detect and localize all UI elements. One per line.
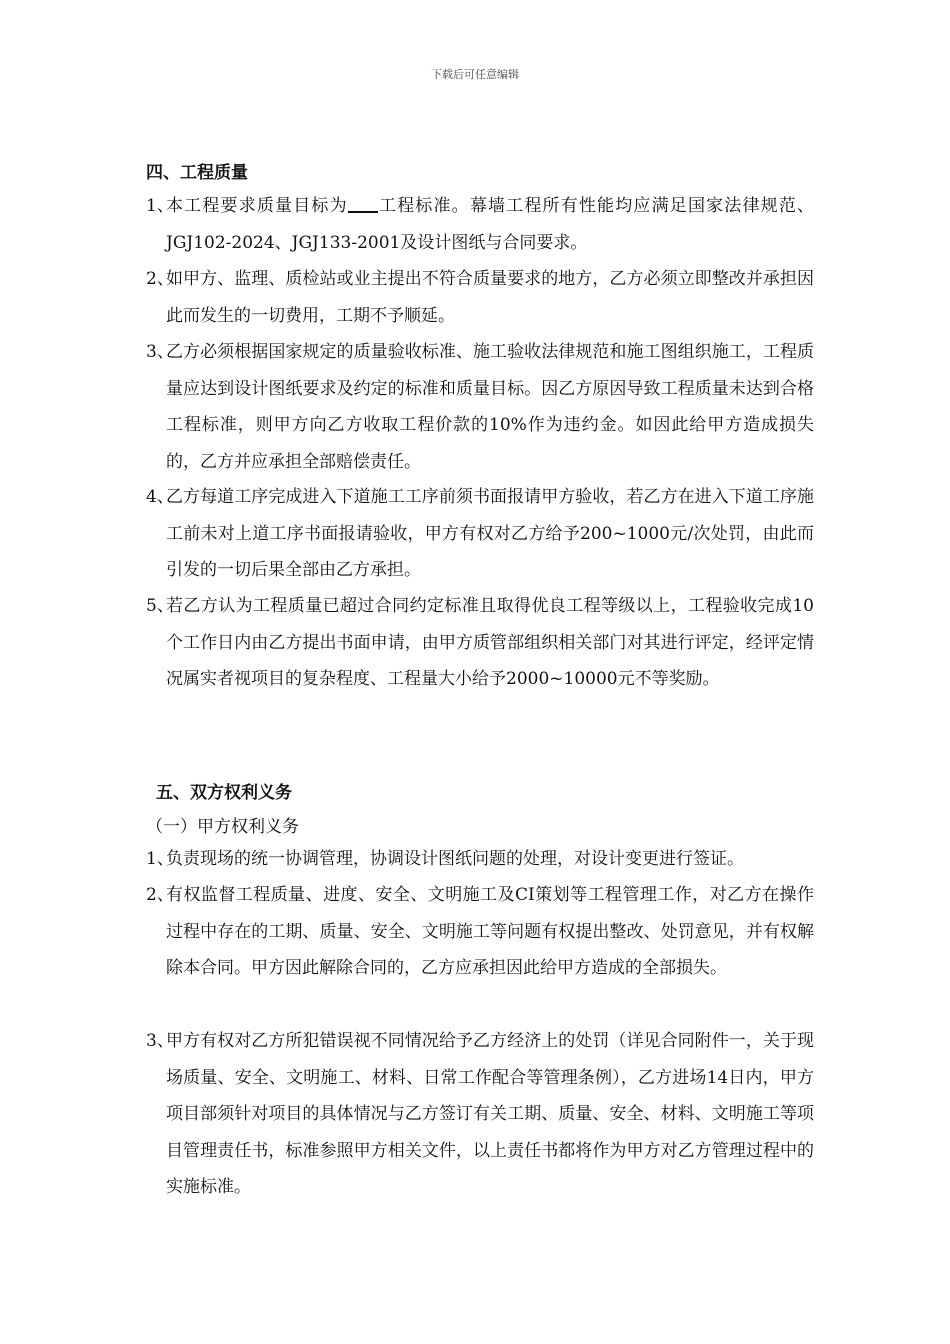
item-text-post: 工程标准。幕墙工程所有性能均应满足国家法律规范、JGJ102-2024、JGJ133-2001及设计图纸与合同要求。 (166, 196, 814, 253)
item-number: 3、 (146, 342, 174, 362)
item-number: 2、 (146, 269, 174, 289)
list-item (146, 1023, 814, 1206)
page-header: 下载后可任意编辑 (431, 68, 519, 81)
list-item (146, 588, 814, 698)
list-item (146, 877, 814, 987)
item-text: 有权监督工程质量、进度、安全、文明施工及CI策划等工程管理工作，对乙方在操作过程中存在的工期、质量、安全、文明施工等问题有权提出整改、处罚意见，并有权解除本合同。甲方因此解除合同的，乙方应承担因此给甲方造成的全部损失。 (166, 885, 814, 978)
item-number: 5、 (146, 596, 174, 616)
item-text: 乙方每道工序完成进入下道施工工序前须书面报请甲方验收，若乙方在进入下道工序施工前未对上道工序书面报请验收，甲方有权对乙方给予200~1000元/次处罚，由此而引发的一切后果全部由乙方承担。 (166, 487, 814, 580)
list-item (146, 334, 814, 480)
item-text: 如甲方、监理、质检站或业主提出不符合质量要求的地方，乙方必须立即整改并承担因此而发生的一切费用，工期不予顺延。 (166, 269, 814, 326)
subsection-title: （一）甲方权利义务 (146, 817, 299, 837)
item-number: 1、 (146, 196, 174, 216)
item-text: 乙方必须根据国家规定的质量验收标准、施工验收法律规范和施工图组织施工，工程质量应达到设计图纸要求及约定的标准和质量目标。因乙方原因导致工程质量未达到合格工程标准，则甲方向乙方收取工程价款的10%作为违约金。如因此给甲方造成损失的，乙方并应承担全部赔偿责任。 (166, 342, 814, 472)
item-text: 负责现场的统一协调管理，协调设计图纸问题的处理，对设计变更进行签证。 (166, 849, 744, 869)
item-number: 1、 (146, 849, 174, 869)
item-number: 3、 (146, 1031, 174, 1051)
list-item (146, 841, 814, 878)
blank-underline (348, 195, 378, 213)
section-4-title: 四、工程质量 (146, 163, 248, 183)
list-item (146, 261, 814, 334)
section-5-title: 五、双方权利义务 (156, 783, 292, 803)
item-text: 若乙方认为工程质量已超过合同约定标准且取得优良工程等级以上，工程验收完成10个工作日内由乙方提出书面申请，由甲方质管部组织相关部门对其进行评定，经评定情况属实者视项目的复杂程度、工程量大小给予2000~10000元不等奖励。 (166, 596, 814, 689)
item-text-pre: 本工程要求质量目标为 (166, 196, 348, 216)
list-item (146, 188, 814, 261)
item-number: 4、 (146, 487, 174, 507)
list-item (146, 479, 814, 589)
item-text: 甲方有权对乙方所犯错误视不同情况给予乙方经济上的处罚（详见合同附件一，关于现场质量、安全、文明施工、材料、日常工作配合等管理条例），乙方进场14日内，甲方项目部须针对项目的具体情况与乙方签订有关工期、质量、安全、材料、文明施工等项目管理责任书，标准参照甲方相关文件，以上责任书都将作为甲方对乙方管理过程中的实施标准。 (166, 1031, 814, 1197)
item-number: 2、 (146, 885, 174, 905)
